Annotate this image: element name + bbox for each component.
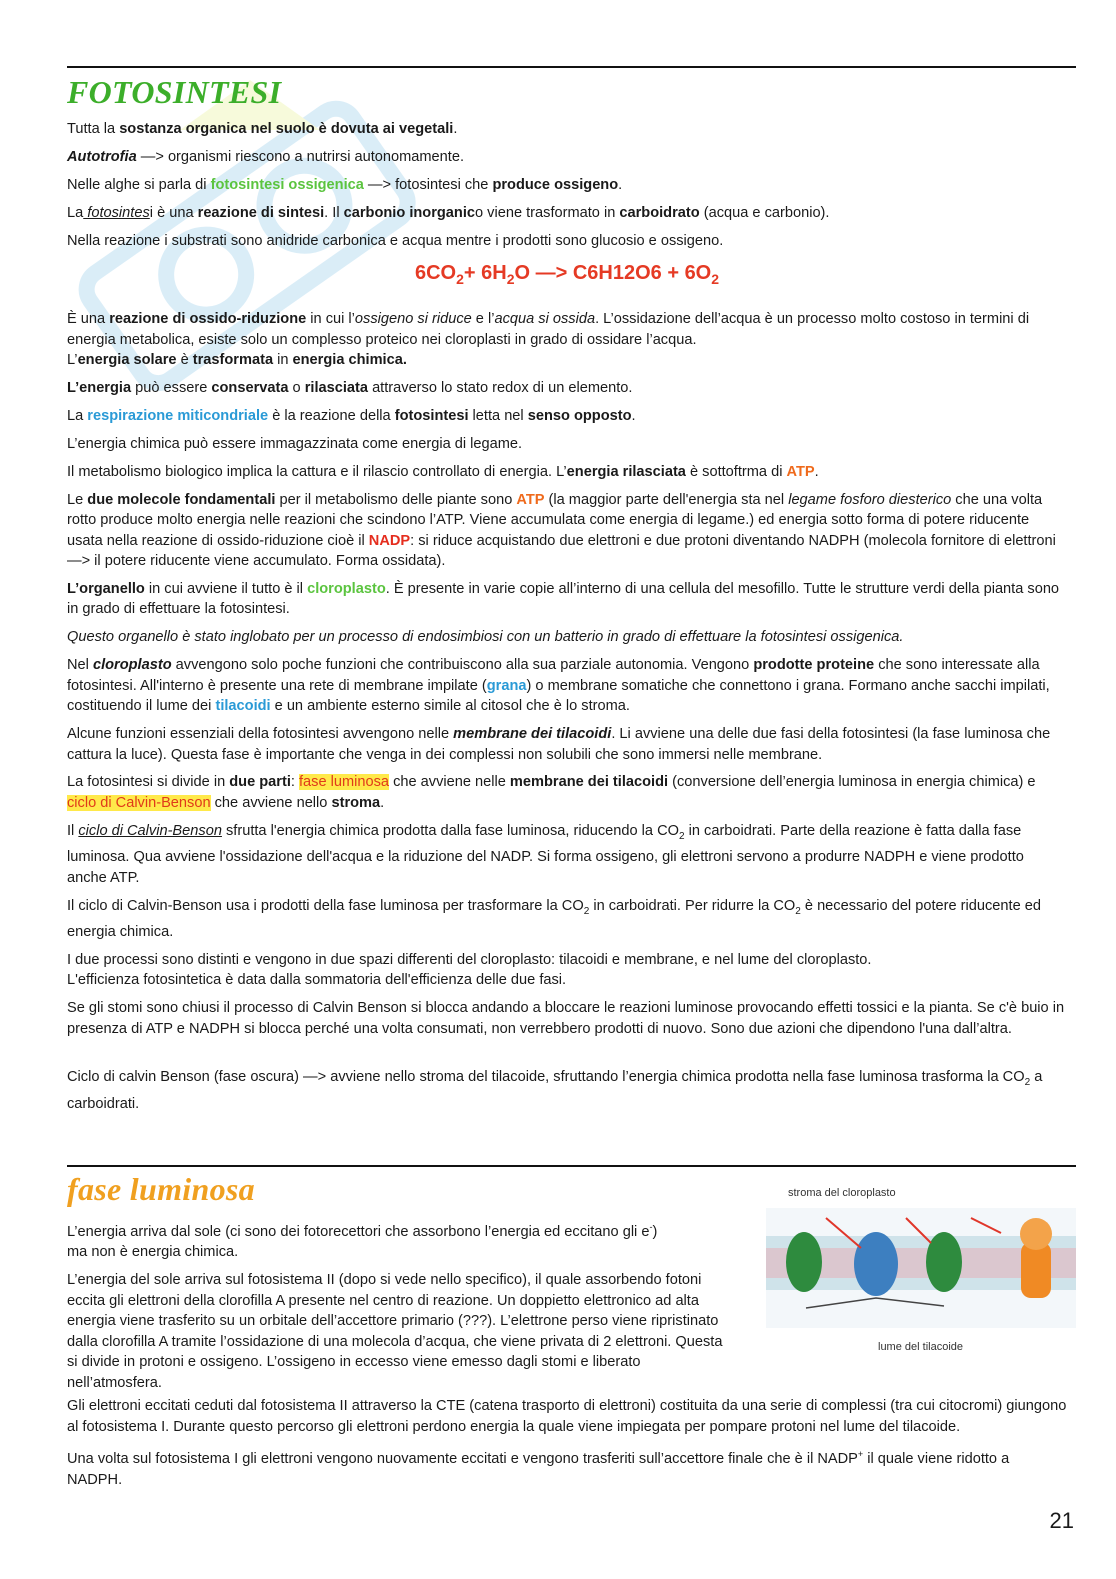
paragraph: Il ciclo di Calvin-Benson sfrutta l'energia chimica prodotta dalla fase luminosa, riducendo la $CO_2$ in carboidrati. Parte della reazione è fatta dalla fase luminosa. Qua avviene l'ossidazione dell'acqua e la riduzione del NADP. Si forma ossigeno, gli elettroni servono a produrre NADPH e viene prodotto anche ATP. xyxy=(67,822,1024,886)
paragraph: Autotrofia —> organismi riescono a nutrirsi autonomamente. xyxy=(67,148,465,165)
paragraph: Ciclo di calvin Benson (fase oscura) —> avviene nello stroma del tilacoide, sfruttando l’energia chimica prodotta nella fase luminosa trasforma la $CO_2$ a carboidrati. xyxy=(67,1069,1043,1112)
highlight-fase-luminosa: fase luminosa xyxy=(298,774,390,791)
paragraph: La fotosintesi è una reazione di sintesi. Il carbonio inorganico viene trasformato in carboidrato (acqua e carbonio). xyxy=(67,204,830,221)
paragraph: I due processi sono distinti e vengono in due spazi differenti del cloroplasto: tilacoidi e membrane, e nel lume del cloroplasto. xyxy=(67,951,872,968)
paragraph: Questo organello è stato inglobato per un processo di endosimbiosi con un batterio in grado di effettuare la fotosintesi ossigenica. xyxy=(67,629,904,646)
paragraph: L’energia del sole arriva sul fotosistema II (dopo si vede nello specifico), il quale assorbendo fotoni eccita gli elettroni della clorofilla A presente nel centro di reazione. Un doppietto elettronico ad alta energia viene trasferito su un orbitale dell’accettore primario (???). L’elettrone perso viene ripristinato dalla clorofilla A tramite l’ossidazione di una molecola d’acqua, che viene privata di 2 elettroni. Questa si divide in protoni e ossigeno. L’ossigeno in eccesso viene emesso dagli stomi e liberato nell’atmosfera. xyxy=(67,1272,723,1391)
paragraph: È una reazione di ossido-riduzione in cui l’ossigeno si riduce e l’acqua si ossida. L’ossidazione dell’acqua è un processo molto costoso in termini di energia metabolica, esiste solo un complesso proteico nei cloroplasti in grado di ossidare l’acqua. xyxy=(67,311,1030,348)
paragraph: L'efficienza fotosintetica è data dalla sommatoria dell'efficienza delle due fasi. xyxy=(67,972,567,989)
paragraph: Il metabolismo biologico implica la cattura e il rilascio controllato di energia. L’energia rilasciata è sottoftrma di ATP. xyxy=(67,463,819,480)
paragraph: Se gli stomi sono chiusi il processo di Calvin Benson si blocca andando a bloccare le reazioni luminose provocando effetti tossici e la pianta. Se c'è buio in presenza di ATP e NADPH si blocca perché una volta consumati, non verrebbero prodotti di nuovo. Sono due azioni che dipendono l'una dall’altra. xyxy=(67,1000,1065,1037)
photosystem-ii-shape xyxy=(786,1232,822,1292)
section-body-2-full xyxy=(67,1396,1067,1498)
section-title-fase-luminosa: fase luminosa xyxy=(67,1171,255,1207)
paragraph: Le due molecole fondamentali per il metabolismo delle piante sono ATP (la maggior parte dell'energia sta nel legame fosforo diesterico che una volta rotto produce molto energia nelle reazioni che scindono l’ATP. Viene accumulata come energia di legame.) ed energia sotto forma di potere riducente usata nella reazione di ossido-riduzione cioè il NADP: si riduce acquistando due elettroni e due protoni diventando NADPH (molecola fornitore di elettroni —> il potere riducente viene accumulato. Forma ossidata). xyxy=(67,491,1056,570)
cytochrome-shape xyxy=(854,1232,898,1296)
paragraph: Nelle alghe si parla di fotosintesi ossigenica —> fotosintesi che produce ossigeno. xyxy=(67,176,623,193)
paragraph: Nel cloroplasto avvengono solo poche funzioni che contribuiscono alla sua parziale autonomia. Vengono prodotte proteine che sono interessate alla fotosintesi. All'interno è presente una rete di membrane impilate (grana) o membrane somatiche che connettono i grana. Formano anche sacchi impilati, costituendo il lume dei tilacoidi e un ambiente esterno simile al citosol che è lo stroma. xyxy=(67,657,1050,715)
paragraph: L’organello in cui avviene il tutto è il cloroplasto. È presente in varie copie all’interno di una cellula del mesofillo. Tutte le strutture verdi della pianta sono in grado di effettuare la fotosintesi. xyxy=(67,580,1060,618)
paragraph: Nella reazione i substrati sono anidride carbonica e acqua mentre i prodotti sono glucosio e ossigeno. xyxy=(67,232,724,249)
page-number: 21 xyxy=(1049,1508,1074,1533)
photosynthesis-equation: $6CO_2+ 6H_2O$ —> $C6H12O6 + 6O_2$ xyxy=(414,262,720,288)
paragraph: L’energia solare è trasformata in energia chimica. xyxy=(67,352,407,369)
paragraph: Alcune funzioni essenziali della fotosintesi avvengono nelle membrane dei tilacoidi. Li avviene una delle due fasi della fotosintesi (la fase luminosa che cattura la luce). Questa fase è importante che venga in dei complessi non solubili che sono immersi nelle membrane. xyxy=(67,726,1051,763)
paragraph: L’energia chimica può essere immagazzinata come energia di legame. xyxy=(67,435,523,452)
atp-synthase-shape xyxy=(1021,1242,1051,1298)
photosystem-i-shape xyxy=(926,1232,962,1292)
paragraph: Una volta sul fotosistema I gli elettroni vengono nuovamente eccitati e vengono trasferiti sull’accettore finale che è il NADP+ il quale viene ridotto a NADPH. xyxy=(67,1449,1010,1488)
paragraph: La fotosintesi si divide in due parti: fase luminosa che avviene nelle membrane dei tilacoidi (conversione dell’energia luminosa in energia chimica) e ciclo di Calvin-Benson che avviene nello stroma. xyxy=(67,774,1036,811)
diagram-bottom-label: lume del tilacoide xyxy=(878,1341,963,1353)
paragraph: L’energia arriva dal sole (ci sono dei fotorecettori che assorbono l’energia ed eccitano gli e-) xyxy=(67,1222,658,1240)
paragraph: Gli elettroni eccitati ceduti dal fotosistema II attraverso la CTE (catena trasporto di elettroni) costituita da una serie di complessi (tra cui citocromi) giungono al fotosistema I. Durante questo percorso gli elettroni perdono energia la quale viene impiegata per pompare protoni nel lume del tilacoide. xyxy=(67,1398,1067,1435)
page-title: FOTOSINTESI xyxy=(67,74,282,110)
section-body-1 xyxy=(67,119,1067,1122)
paragraph: ma non è energia chimica. xyxy=(67,1244,239,1261)
paragraph: La respirazione miticondriale è la reazione della fotosintesi letta nel senso opposto. xyxy=(67,407,636,424)
paragraph: L’energia può essere conservata o rilasciata attraverso lo stato redox di un elemento. xyxy=(67,379,633,396)
section-body-2-left xyxy=(67,1217,727,1401)
section-rule-top xyxy=(67,66,1076,68)
section-rule-bottom xyxy=(67,1165,1076,1167)
photosystem-diagram xyxy=(766,1178,1076,1354)
paragraph: Tutta la sostanza organica nel suolo è dovuta ai vegetali. xyxy=(67,121,458,137)
highlight-ciclo-calvin: ciclo di Calvin-Benson xyxy=(67,794,211,811)
diagram-top-label: stroma del cloroplasto xyxy=(788,1187,896,1199)
paragraph: Il ciclo di Calvin-Benson usa i prodotti della fase luminosa per trasformare la $CO_2$ in carboidrati. Per ridurre la $CO_2$ è necessario del potere riducente ed energia chimica. xyxy=(67,897,1041,941)
